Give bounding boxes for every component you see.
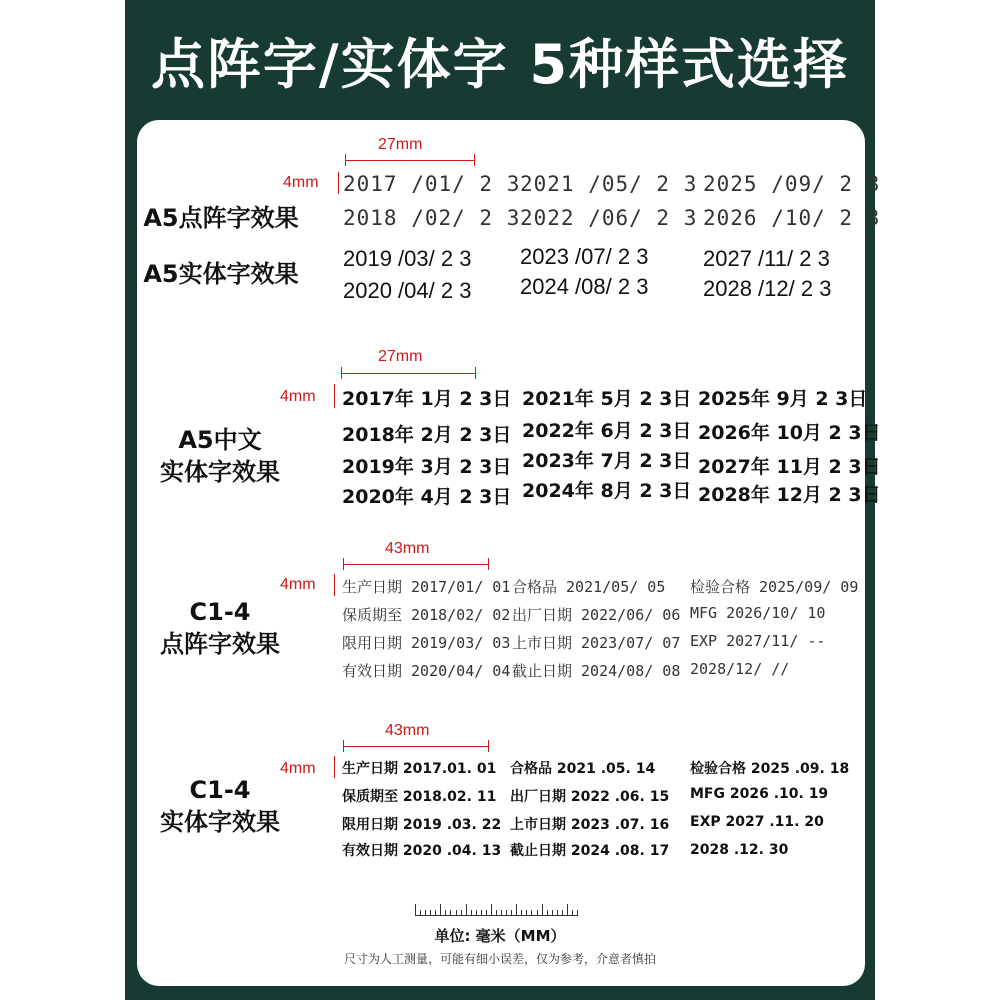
sample-text: 2019年 3月 2 3日 [342, 456, 512, 478]
sample-text: MFG 2026/10/ 10 [690, 604, 826, 622]
sample-text: 限用日期 2019/03/ 03 [342, 634, 511, 652]
sample-text: 合格品 2021 .05. 14 [510, 761, 656, 777]
label-line: C1-4 [189, 598, 251, 626]
ruler-tick [481, 910, 482, 916]
dimension-tick [475, 367, 476, 379]
sample-text: 检验合格 2025 .09. 18 [690, 761, 850, 777]
label-line: C1-4 [189, 776, 251, 804]
dimension-tick [341, 367, 342, 379]
sample-text: 2021 /05/ 2 3 [520, 172, 698, 196]
label-line: A5中文 [178, 426, 262, 454]
ruler-tick [557, 910, 558, 916]
label-line: 点阵字效果 [160, 630, 280, 658]
sample-text: 出厂日期 2022 .06. 15 [510, 789, 670, 805]
width-dimension-label: 43mm [385, 722, 430, 739]
ruler-tick [506, 910, 507, 916]
ruler-tick [440, 904, 441, 916]
sample-text: 2023 /07/ 2 3 [520, 244, 649, 269]
unit-label: 单位: 毫米（MM） [434, 927, 566, 945]
sample-text: 2023年 7月 2 3日 [522, 450, 692, 472]
sample-text: 2024年 8月 2 3日 [522, 480, 692, 502]
sample-text: 2018年 2月 2 3日 [342, 424, 512, 446]
ruler-tick [461, 910, 462, 916]
sample-text: 2019 /03/ 2 3 [343, 246, 472, 271]
ruler-tick [491, 904, 492, 916]
ruler-tick [466, 904, 467, 916]
height-dimension-label: 4mm [283, 174, 319, 191]
ruler-tick [450, 910, 451, 916]
sample-text: 2025 /09/ 2 3 [703, 172, 881, 196]
dimension-tick [474, 154, 475, 166]
sample-text: 出厂日期 2022/06/ 06 [512, 606, 681, 624]
ruler-tick [547, 910, 548, 916]
ruler-tick [476, 910, 477, 916]
ruler-tick [511, 910, 512, 916]
sample-text: 2027 /11/ 2 3 [703, 246, 830, 271]
sample-text: 2028 /12/ 2 3 [703, 276, 832, 301]
ruler-tick [501, 910, 502, 916]
label-c14-solid [140, 774, 300, 838]
disclaimer-text: 尺寸为人工测量，可能有细小误差，仅为参考，介意者慎拍 [343, 952, 656, 966]
dimension-tick [488, 558, 489, 570]
ruler-tick [486, 910, 487, 916]
ruler-tick [537, 910, 538, 916]
sample-text: 2028 .12. 30 [690, 842, 789, 858]
sample-text: 2028/12/ // [690, 660, 790, 678]
height-dimension-label: 4mm [280, 388, 316, 405]
dimension-tick [488, 740, 489, 752]
sample-text: EXP 2027 .11. 20 [690, 814, 824, 830]
dimension-tick [343, 740, 344, 752]
width-dimension-line [341, 373, 476, 374]
sample-text: 2027年 11月 2 3日 [698, 456, 881, 478]
sample-text: 截止日期 2024/08/ 08 [512, 662, 681, 680]
width-dimension-label: 27mm [378, 136, 423, 153]
sample-text: 合格品 2021/05/ 05 [512, 578, 666, 596]
sample-text: 2017年 1月 2 3日 [342, 388, 512, 410]
height-dimension-line [334, 384, 335, 408]
sample-text: 保质期至 2018.02. 11 [342, 789, 497, 805]
sample-text: 上市日期 2023/07/ 07 [512, 634, 681, 652]
page-headline: 点阵字/实体字 5种样式选择 [150, 33, 850, 96]
sample-text: 2022年 6月 2 3日 [522, 420, 692, 442]
sample-text: 2020 /04/ 2 3 [343, 278, 472, 303]
label-a5-solid: A5实体字效果 [143, 260, 299, 288]
sample-text: 2017 /01/ 2 3 [343, 172, 521, 196]
ruler-tick [435, 910, 436, 916]
sample-text: 限用日期 2019 .03. 22 [342, 817, 502, 833]
label-line: 实体字效果 [160, 458, 280, 486]
sample-text: 截止日期 2024 .08. 17 [510, 843, 670, 859]
sample-text: 生产日期 2017/01/ 01 [342, 578, 511, 596]
width-dimension-label: 43mm [385, 540, 430, 557]
sample-text: 2021年 5月 2 3日 [522, 388, 692, 410]
ruler-tick [496, 910, 497, 916]
ruler-tick [456, 910, 457, 916]
sample-text: 2028年 12月 2 3日 [698, 484, 881, 506]
sample-text: 2026年 10月 2 3日 [698, 422, 881, 444]
ruler-tick [577, 910, 578, 916]
ruler-icon [415, 902, 578, 916]
ruler-tick [415, 904, 416, 916]
sample-text: 检验合格 2025/09/ 09 [690, 578, 859, 596]
width-dimension-line [345, 160, 475, 161]
ruler-tick [471, 910, 472, 916]
ruler-tick [430, 910, 431, 916]
dimension-tick [343, 558, 344, 570]
height-dimension-line [338, 172, 339, 194]
height-dimension-line [334, 756, 335, 778]
sample-text: 生产日期 2017.01. 01 [342, 761, 497, 777]
sample-text: EXP 2027/11/ -- [690, 632, 826, 650]
label-a5-dot: A5点阵字效果 [143, 204, 299, 232]
ruler-tick [516, 904, 517, 916]
height-dimension-line [334, 574, 335, 596]
sample-text: 2022 /06/ 2 3 [520, 206, 698, 230]
ruler-tick [552, 910, 553, 916]
ruler-tick [542, 904, 543, 916]
sample-text: 2026 /10/ 2 3 [703, 206, 881, 230]
ruler-tick [445, 910, 446, 916]
sample-text: 2024 /08/ 2 3 [520, 274, 649, 299]
sample-text: 2020年 4月 2 3日 [342, 486, 512, 508]
width-dimension-line [343, 564, 489, 565]
ruler-tick [420, 910, 421, 916]
dimension-tick [345, 154, 346, 166]
ruler-tick [572, 910, 573, 916]
sample-text: 有效日期 2020/04/ 04 [342, 662, 511, 680]
label-a5-chinese [140, 424, 300, 488]
ruler-tick [521, 910, 522, 916]
sample-text: 上市日期 2023 .07. 16 [510, 817, 670, 833]
sample-text: 有效日期 2020 .04. 13 [342, 843, 502, 859]
ruler-tick [562, 910, 563, 916]
width-dimension-label: 27mm [378, 348, 423, 365]
ruler-tick [567, 904, 568, 916]
sample-text: 2025年 9月 2 3日 [698, 388, 868, 410]
label-line: 实体字效果 [160, 808, 280, 836]
width-dimension-line [343, 746, 489, 747]
ruler-tick [531, 910, 532, 916]
height-dimension-label: 4mm [280, 760, 316, 777]
label-c14-dot [140, 596, 300, 660]
sample-text: MFG 2026 .10. 19 [690, 786, 829, 802]
height-dimension-label: 4mm [280, 576, 316, 593]
ruler-tick [425, 910, 426, 916]
sample-text: 保质期至 2018/02/ 02 [342, 606, 511, 624]
ruler-tick [526, 910, 527, 916]
sample-text: 2018 /02/ 2 3 [343, 206, 521, 230]
